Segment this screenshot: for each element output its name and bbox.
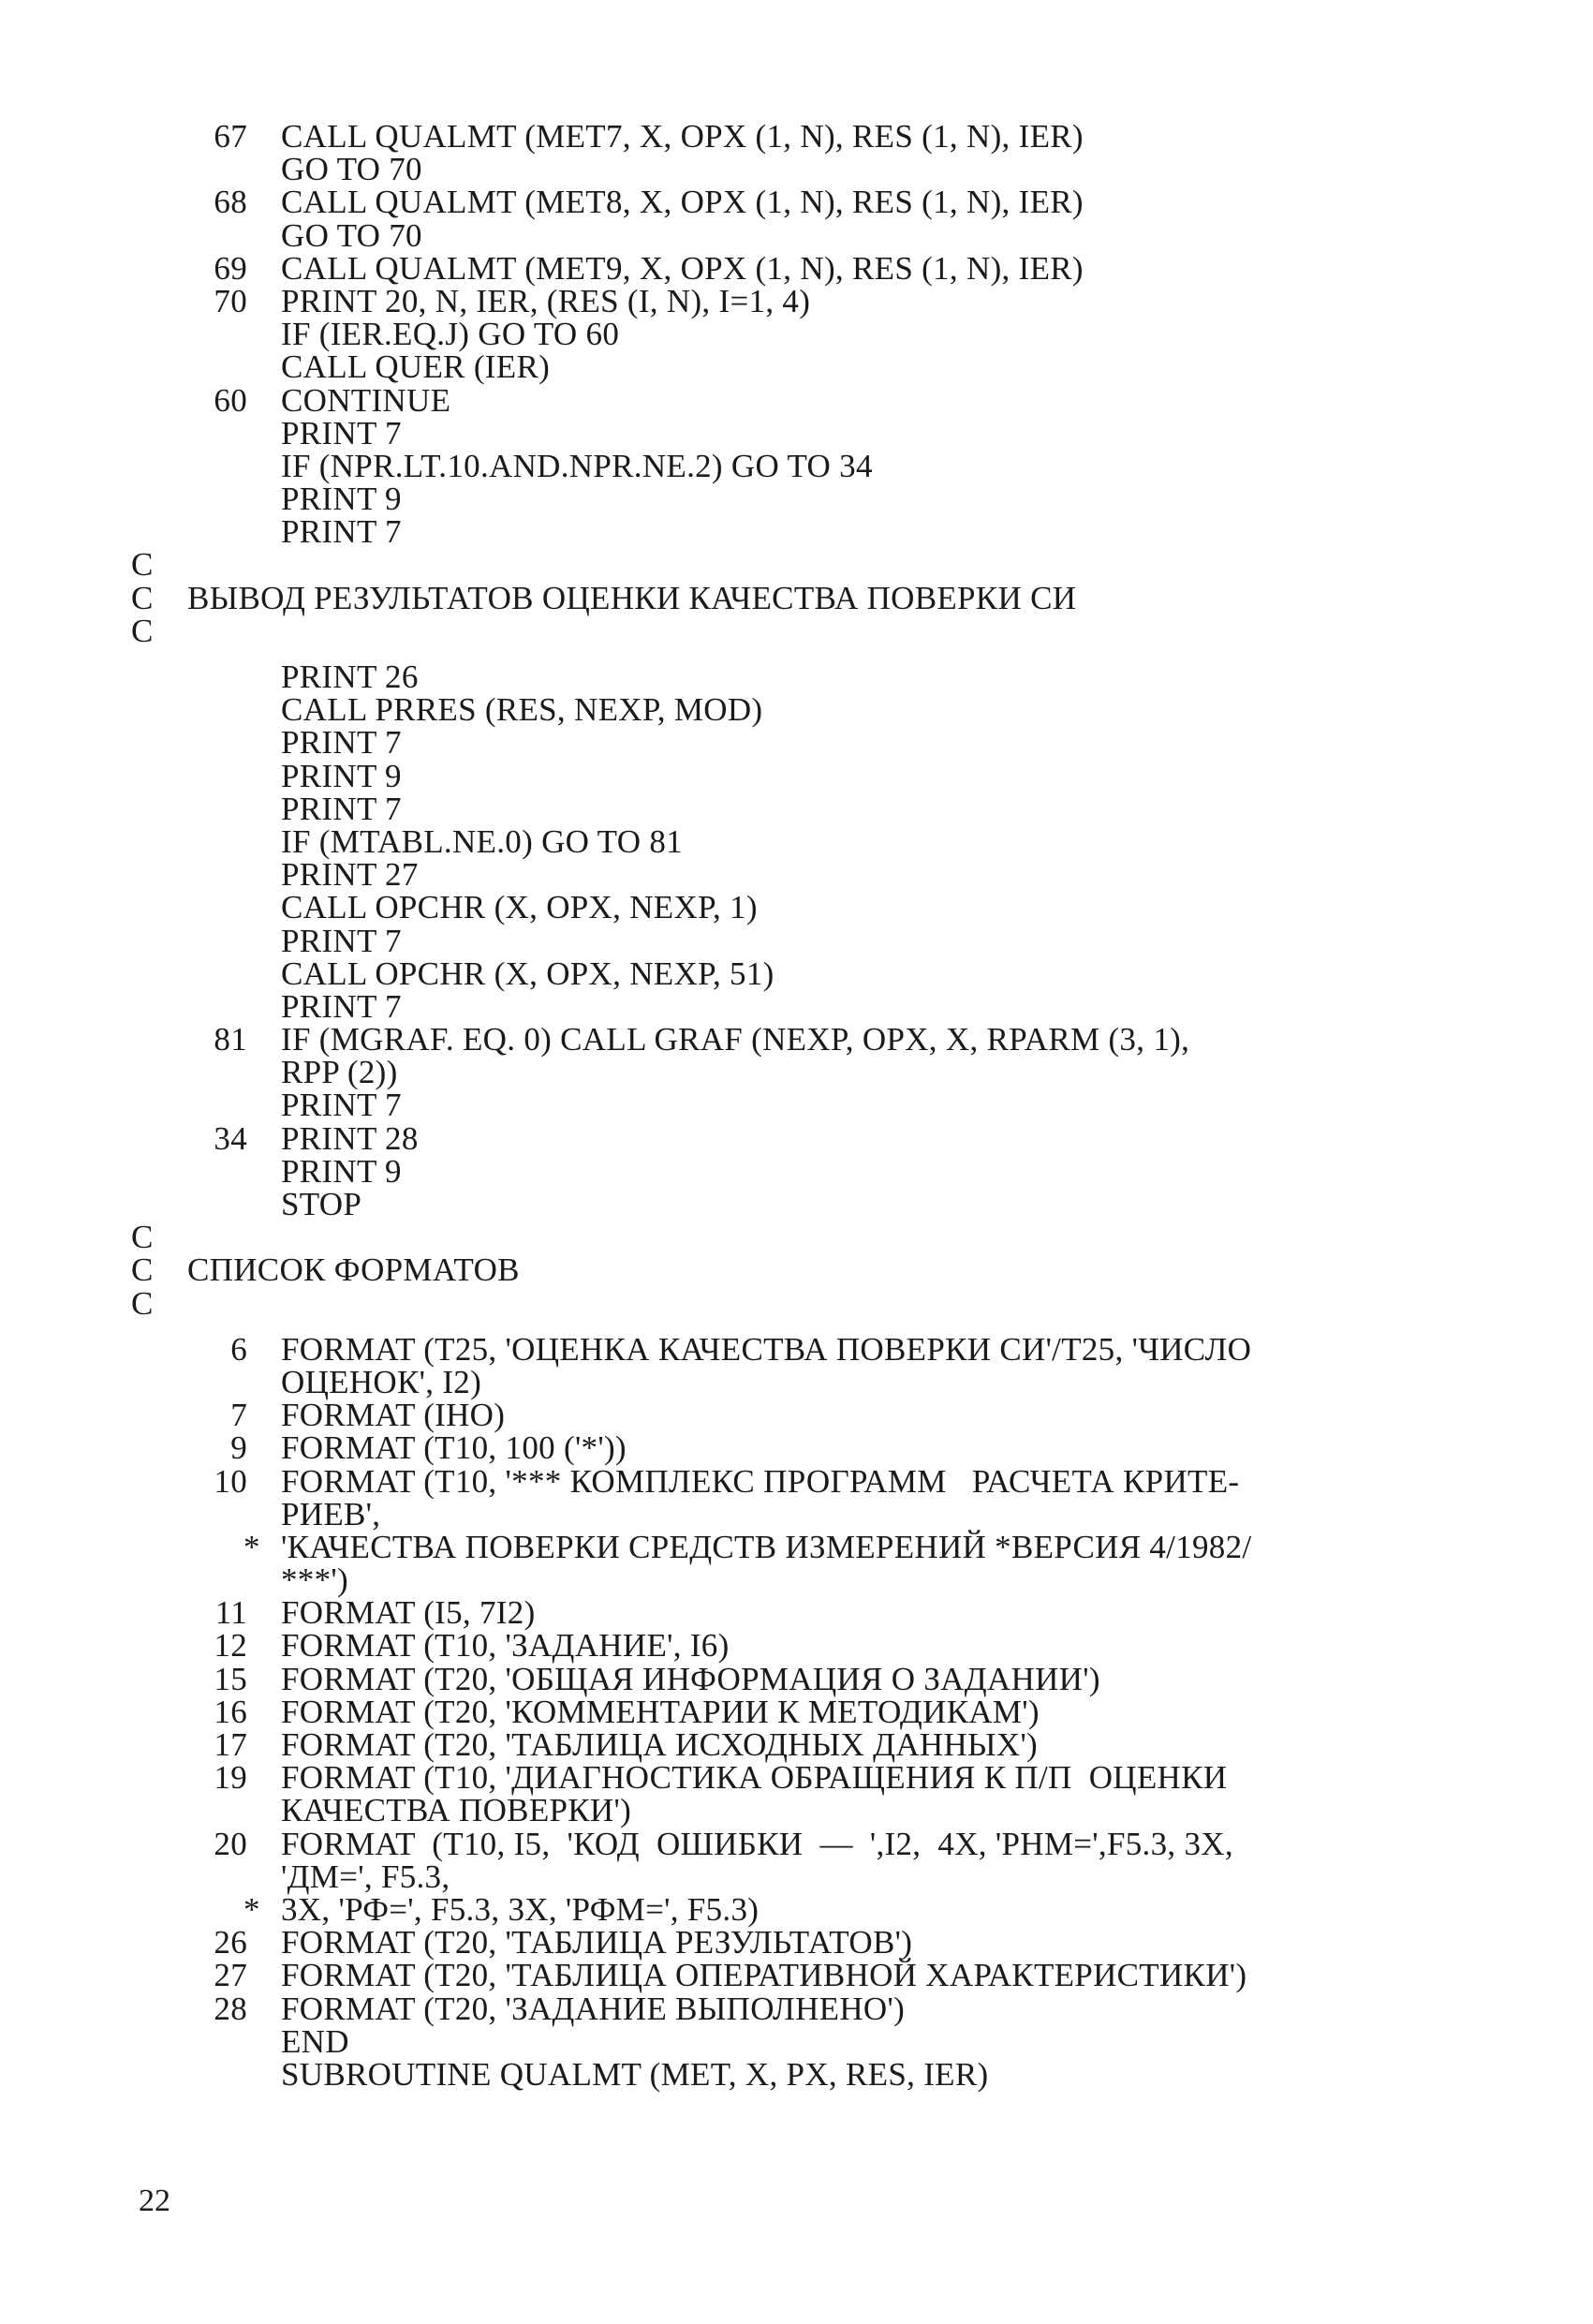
- statement-text: PRINT 7: [281, 513, 402, 551]
- code-line: [0, 1890, 1593, 1928]
- statement-text: FORMAT (T20, 'ОБЩАЯ ИНФОРМАЦИЯ О ЗАДАНИИ'): [281, 1660, 1100, 1697]
- statement-text: CALL QUALMT (MET7, X, OPX (1, N), RES (1, N), IER): [281, 118, 1084, 155]
- code-line: [0, 1627, 1593, 1665]
- code-line: [0, 1054, 1593, 1091]
- comment-marker: C: [131, 579, 154, 616]
- code-line: [0, 1728, 1593, 1761]
- statement-label: 10: [214, 1462, 247, 1500]
- statement-text: PRINT 7: [281, 922, 402, 959]
- statement-text: CALL OPCHR (X, OPX, NEXP, 51): [281, 955, 774, 992]
- statement-text: PRINT 20, N, IER, (RES (I, N), I=1, 4): [281, 282, 811, 319]
- code-line: [0, 856, 1593, 894]
- code-line: [0, 1119, 1593, 1157]
- page-number: 22: [139, 2183, 170, 2218]
- statement-text: ***'): [281, 1562, 348, 1599]
- statement-text: FORMAT (IHO): [281, 1397, 506, 1434]
- statement-text: PRINT 9: [281, 481, 402, 518]
- code-line: [0, 414, 1593, 451]
- code-line: [0, 151, 1593, 188]
- code-line: [0, 1330, 1593, 1368]
- statement-text: GO TO 70: [281, 151, 422, 188]
- code-line: [0, 1087, 1593, 1124]
- statement-text: IF (MGRAF. EQ. 0) CALL GRAF (NEXP, OPX, X, RPARM (3, 1),: [281, 1021, 1190, 1058]
- code-line: [0, 660, 1593, 693]
- code-line: [0, 957, 1593, 990]
- statement-text: IF (NPR.LT.10.AND.NPR.NE.2) GO TO 34: [281, 447, 873, 484]
- statement-label: 11: [214, 1594, 247, 1632]
- code-line: [0, 1860, 1593, 1893]
- continuation-marker: *: [243, 1528, 260, 1565]
- code-line: [0, 891, 1593, 924]
- comment-text: СПИСОК ФОРМАТОВ: [187, 1251, 520, 1289]
- statement-label: 7: [230, 1397, 247, 1434]
- comment-line: [0, 579, 1593, 616]
- statement-label: 70: [214, 282, 247, 319]
- statement-label: 68: [214, 184, 247, 221]
- code-line: [0, 513, 1593, 551]
- code-line: [0, 1462, 1593, 1500]
- statement-text: CALL QUALMT (MET9, X, OPX (1, N), RES (1, N), IER): [281, 249, 1084, 287]
- comment-text: ВЫВОД РЕЗУЛЬТАТОВ ОЦЕНКИ КАЧЕСТВА ПОВЕРКИ СИ: [187, 579, 1077, 616]
- comment-line: [0, 614, 1593, 647]
- code-line: [0, 381, 1593, 419]
- statement-text: CONTINUE: [281, 381, 451, 419]
- code-line: [0, 216, 1593, 254]
- code-line: [0, 447, 1593, 484]
- code-line: [0, 1495, 1593, 1532]
- statement-text: 'ДМ=', F5.3,: [281, 1858, 450, 1895]
- statement-text: STOP: [281, 1186, 362, 1222]
- statement-text: PRINT 7: [281, 790, 402, 827]
- code-line: [0, 1363, 1593, 1400]
- statement-text: FORMAT (T25, 'ОЦЕНКА КАЧЕСТВА ПОВЕРКИ СИ'/T25, 'ЧИСЛО: [281, 1330, 1252, 1368]
- statement-text: FORMAT (T20, 'КОММЕНТАРИИ К МЕТОДИКАМ'): [281, 1693, 1040, 1730]
- statement-text: 3X, 'РФ=', F5.3, 3X, 'РФМ=', F5.3): [281, 1890, 760, 1928]
- code-line: [0, 2022, 1593, 2060]
- statement-text: FORMAT (T10, 'ЗАДАНИЕ', I6): [281, 1627, 730, 1665]
- code-line: [0, 792, 1593, 825]
- statement-text: FORMAT (T20, 'ТАБЛИЦА ИСХОДНЫХ ДАННЫХ'): [281, 1726, 1039, 1763]
- code-line: [0, 1926, 1593, 1959]
- statement-text: IF (IER.EQ.J) GO TO 60: [281, 316, 620, 353]
- statement-label: 16: [214, 1693, 247, 1730]
- statement-text: FORMAT (T20, 'ТАБЛИЦА РЕЗУЛЬТАТОВ'): [281, 1924, 913, 1961]
- statement-text: РИЕВ',: [281, 1495, 381, 1532]
- code-line: [0, 1825, 1593, 1862]
- statement-text: ОЦЕНОК', I2): [281, 1363, 482, 1400]
- statement-label: 17: [214, 1726, 247, 1763]
- statement-text: FORMAT (T10, '*** КОМПЛЕКС ПРОГРАММ РАСЧЕТА КРИТЕ-: [281, 1462, 1240, 1500]
- code-line: [0, 922, 1593, 959]
- comment-marker: C: [131, 1284, 154, 1322]
- statement-text: FORMAT (T10, 100 ('*')): [281, 1429, 627, 1467]
- statement-label: 20: [214, 1825, 247, 1862]
- code-line: [0, 1023, 1593, 1056]
- comment-line: [0, 546, 1593, 584]
- statement-label: 27: [214, 1957, 247, 1994]
- code-line: [0, 822, 1593, 860]
- comment-line: [0, 1251, 1593, 1289]
- statement-text: CALL QUER (IER): [281, 348, 551, 386]
- code-line: [0, 481, 1593, 518]
- statement-text: PRINT 26: [281, 659, 419, 695]
- statement-text: PRINT 7: [281, 724, 402, 762]
- statement-text: CALL QUALMT (MET8, X, OPX (1, N), RES (1, N), IER): [281, 184, 1084, 221]
- code-line: [0, 348, 1593, 386]
- code-line: [0, 724, 1593, 762]
- statement-label: 69: [214, 249, 247, 287]
- statement-label: 67: [214, 118, 247, 155]
- code-line: [0, 757, 1593, 794]
- code-line: [0, 1660, 1593, 1697]
- statement-text: PRINT 9: [281, 1152, 402, 1190]
- statement-text: GO TO 70: [281, 216, 422, 254]
- comment-marker: C: [131, 1251, 154, 1289]
- fortran-listing: [0, 120, 1593, 2091]
- code-line: [0, 691, 1593, 729]
- statement-text: PRINT 9: [281, 757, 402, 794]
- code-line: [0, 1562, 1593, 1599]
- code-line: [0, 1992, 1593, 2025]
- code-line: [0, 1759, 1593, 1797]
- statement-text: CALL OPCHR (X, OPX, NEXP, 1): [281, 889, 758, 926]
- comment-marker: C: [131, 546, 154, 584]
- statement-text: RPP (2)): [281, 1054, 398, 1091]
- statement-text: PRINT 27: [281, 856, 419, 894]
- statement-text: PRINT 7: [281, 414, 402, 451]
- statement-label: 26: [214, 1924, 247, 1961]
- statement-text: IF (MTABL.NE.0) GO TO 81: [281, 822, 683, 860]
- code-line: [0, 316, 1593, 353]
- code-line: [0, 120, 1593, 153]
- statement-text: FORMAT (T20, 'ТАБЛИЦА ОПЕРАТИВНОЙ ХАРАКТЕРИСТИКИ'): [281, 1957, 1247, 1994]
- statement-text: PRINT 7: [281, 1087, 402, 1124]
- code-line: [0, 1152, 1593, 1190]
- statement-text: FORMAT (I5, 7I2): [281, 1594, 536, 1632]
- statement-label: 15: [214, 1660, 247, 1697]
- statement-text: FORMAT (T20, 'ЗАДАНИЕ ВЫПОЛНЕНО'): [281, 1990, 906, 2027]
- statement-label: 81: [214, 1021, 247, 1058]
- code-line: [0, 1695, 1593, 1728]
- code-line: [0, 249, 1593, 287]
- statement-text: SUBROUTINE QUALMT (MET, X, PX, RES, IER): [281, 2055, 989, 2093]
- code-line: [0, 1528, 1593, 1565]
- code-line: [0, 1957, 1593, 1994]
- statement-text: PRINT 28: [281, 1119, 419, 1157]
- statement-label: 60: [214, 381, 247, 419]
- statement-text: FORMAT (T10, I5, 'КОД ОШИБКИ — ',I2, 4X, 'PHM=',F5.3, 3X,: [281, 1825, 1233, 1862]
- code-line: [0, 1429, 1593, 1467]
- statement-text: КАЧЕСТВА ПОВЕРКИ'): [281, 1792, 632, 1829]
- code-line: [0, 184, 1593, 221]
- code-line: [0, 282, 1593, 319]
- statement-text: PRINT 7: [281, 987, 402, 1025]
- code-line: [0, 1794, 1593, 1827]
- statement-text: END: [281, 2022, 349, 2060]
- statement-label: 9: [230, 1429, 247, 1467]
- statement-text: FORMAT (T10, 'ДИАГНОСТИКА ОБРАЩЕНИЯ К П/П ОЦЕНКИ: [281, 1759, 1228, 1797]
- statement-text: 'КАЧЕСТВА ПОВЕРКИ СРЕДСТВ ИЗМЕРЕНИЙ *ВЕРСИЯ 4/1982/: [281, 1528, 1252, 1565]
- comment-marker: C: [131, 1219, 154, 1256]
- comment-line: [0, 1284, 1593, 1322]
- statement-text: CALL PRRES (RES, NEXP, MOD): [281, 691, 763, 729]
- statement-label: 6: [230, 1330, 247, 1368]
- code-line: [0, 1397, 1593, 1434]
- statement-label: 19: [214, 1759, 247, 1797]
- spacer: [0, 647, 1593, 660]
- comment-line: [0, 1219, 1593, 1256]
- code-line: [0, 2055, 1593, 2093]
- code-line: [0, 1188, 1593, 1221]
- code-line: [0, 987, 1593, 1025]
- statement-label: 28: [214, 1990, 247, 2027]
- comment-marker: C: [131, 612, 154, 649]
- continuation-marker: *: [243, 1890, 260, 1928]
- code-line: [0, 1594, 1593, 1632]
- statement-label: 34: [214, 1119, 247, 1157]
- statement-label: 12: [214, 1627, 247, 1665]
